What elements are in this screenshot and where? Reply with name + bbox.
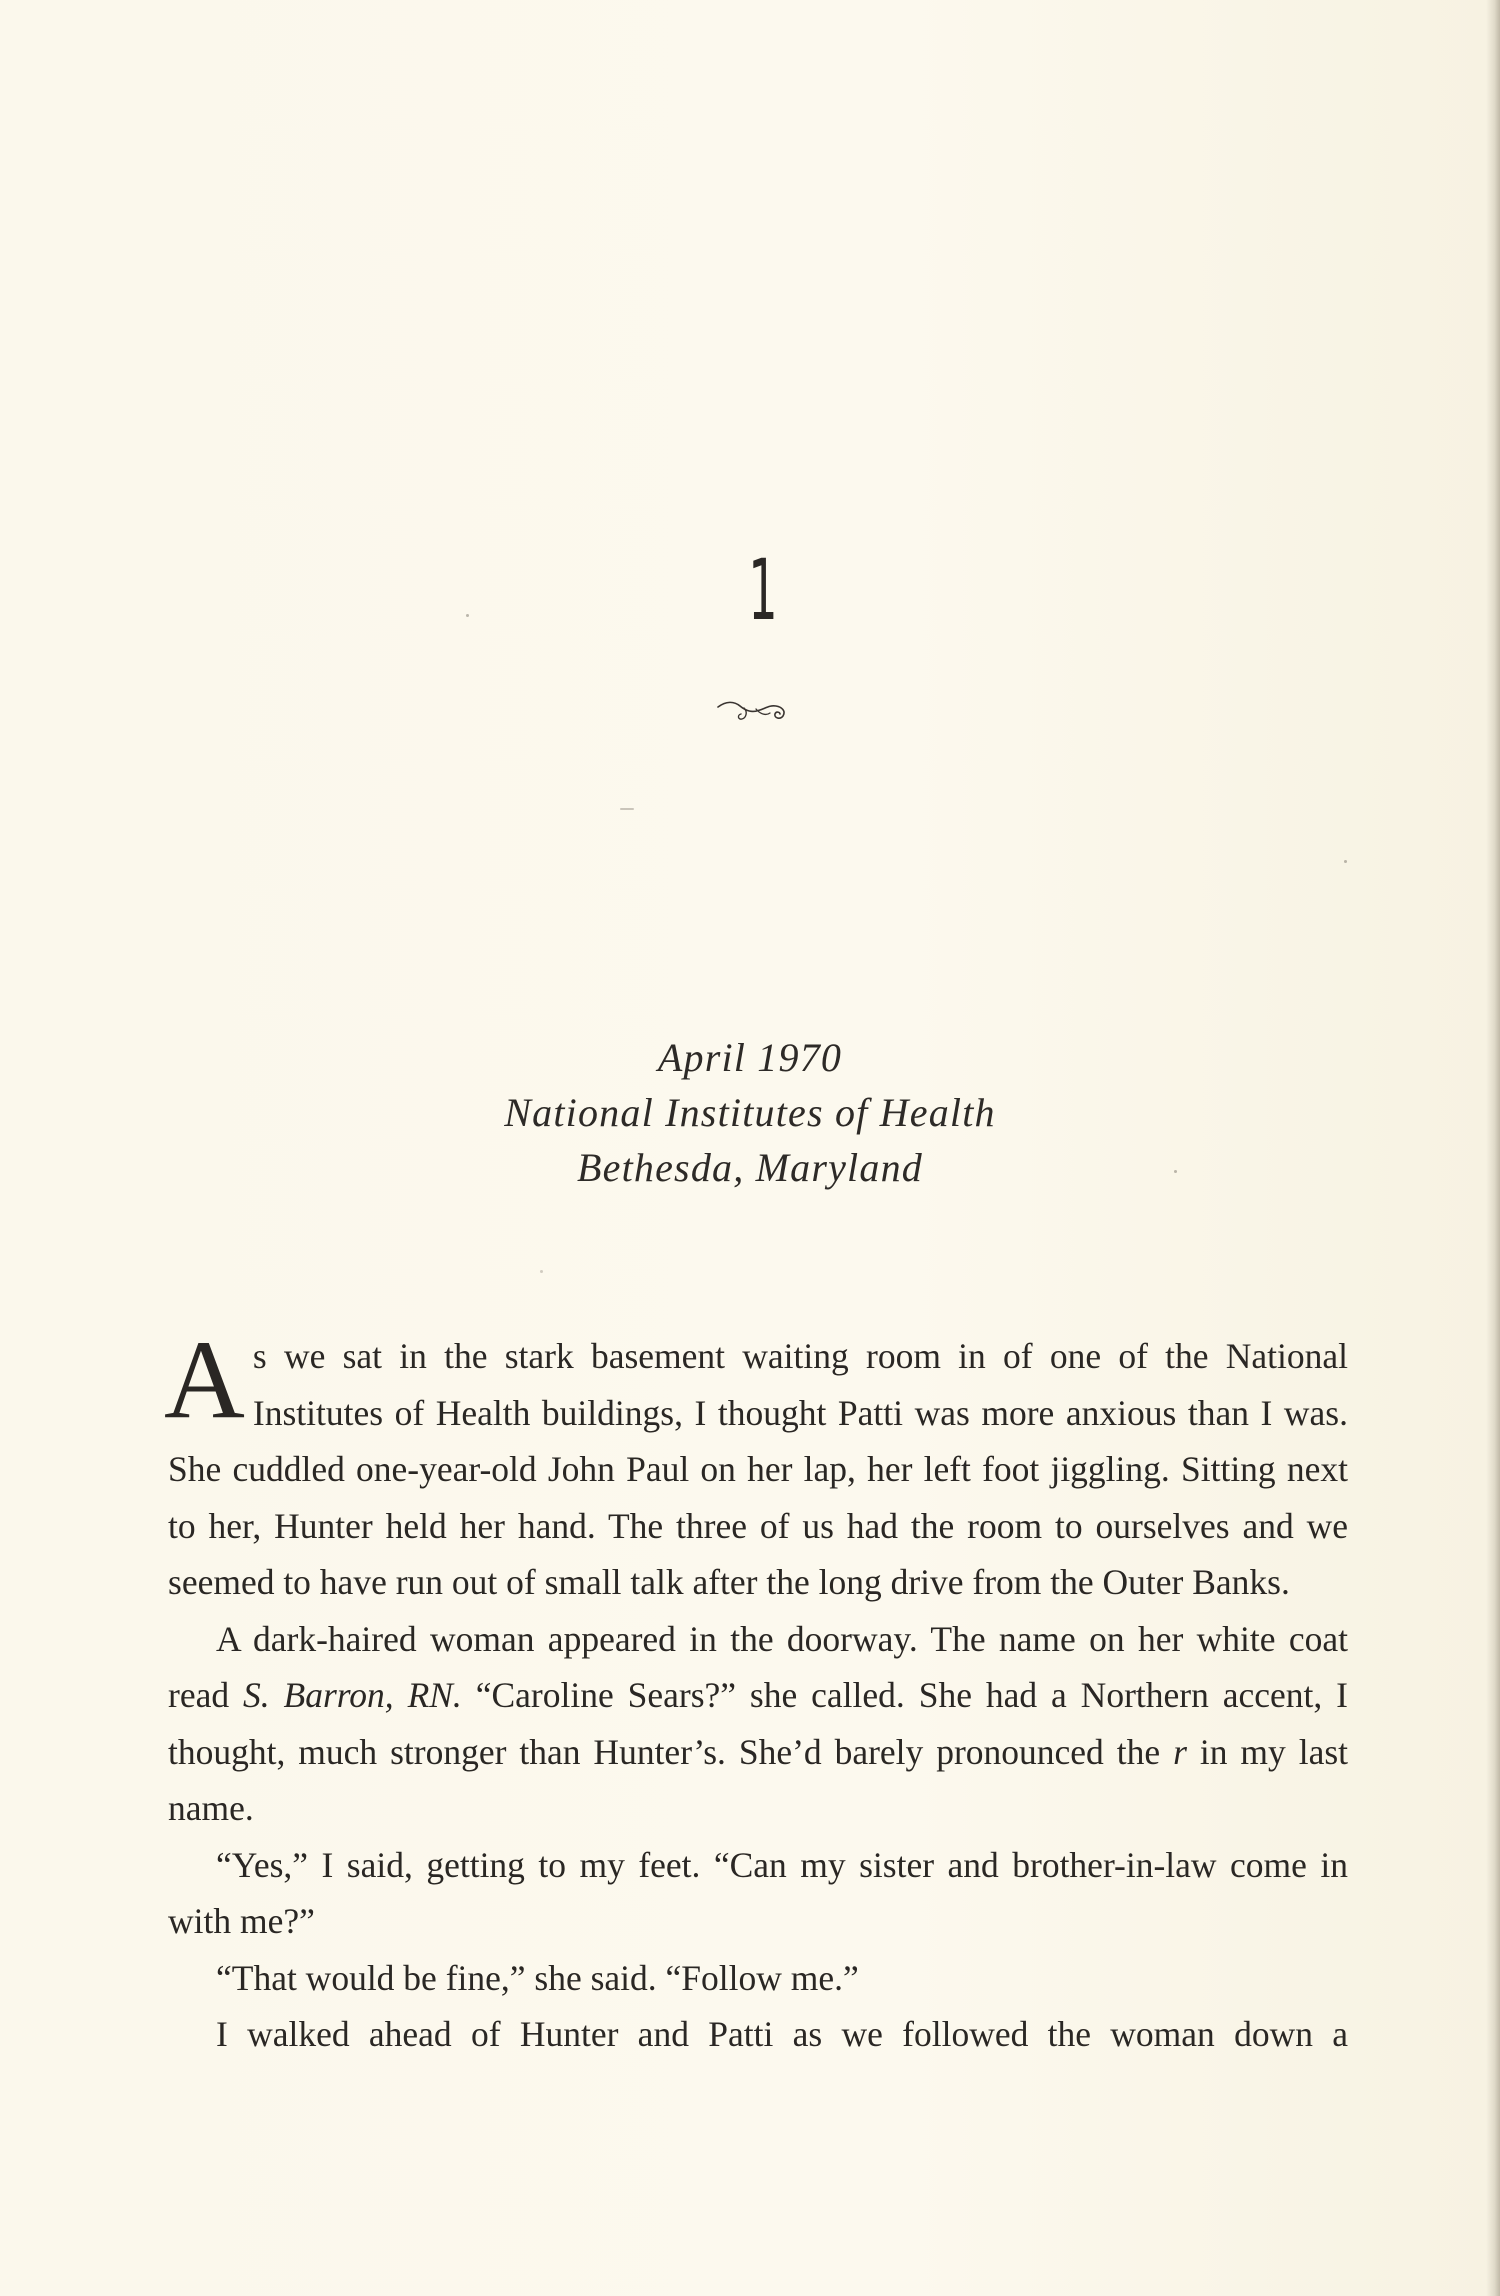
- paper-speck: [1174, 1170, 1177, 1173]
- chapter-number-text: 1: [748, 541, 778, 639]
- heading-date: April 1970: [657, 1035, 843, 1080]
- chapter-heading: [0, 1030, 1500, 1195]
- paragraph-2-text-b: “Caroline Sears?” she called. She had a Northern accent, I thought, much stronger than Hunter’s. She’d barely pronounced the: [168, 1675, 1348, 1772]
- paragraph-2: [168, 1611, 1348, 1837]
- paper-speck: [540, 1270, 543, 1273]
- paragraph-2-text-a: A dark-haired woman appeared in the doorway. The name on her white coat read: [168, 1618, 1348, 1715]
- paper-speck: [1344, 860, 1347, 863]
- paper-speck: [466, 614, 469, 617]
- paragraph-2-text-c: in my last name.: [168, 1731, 1349, 1828]
- chapter-number: [0, 541, 1500, 639]
- paragraph-4: “That would be fine,” she said. “Follow me.”: [216, 1957, 859, 1998]
- paragraph-2-italic-name: S. Barron, RN.: [243, 1675, 462, 1715]
- paragraph-3: “Yes,” I said, getting to my feet. “Can my sister and brother-in-law come in with me?”: [168, 1844, 1348, 1941]
- paragraph-5: I walked ahead of Hunter and Patti as we followed the woman down a: [216, 2014, 1348, 2054]
- paragraph-1-text: s we sat in the stark basement waiting room in of one of the National Institutes of Health buildings, I thought Patti was more anxious than I was. She cuddled one-year-old John Paul on her lap, her left foot jiggling. Sitting next to her, Hunter held her hand. The three of us had the room to ourselves and we seemed to have run out of small talk after the long drive from the Outer Banks.: [168, 1336, 1348, 1602]
- drop-cap: A: [164, 1318, 245, 1442]
- paper-speck: [620, 808, 634, 810]
- paragraph-2-italic-letter: r: [1173, 1731, 1187, 1772]
- heading-city: Bethesda, Maryland: [577, 1145, 923, 1190]
- heading-place: National Institutes of Health: [504, 1090, 996, 1135]
- chapter-body: [164, 1318, 1349, 2063]
- paragraph-1: [164, 1318, 1348, 1611]
- flourish-ornament-icon: [716, 698, 790, 724]
